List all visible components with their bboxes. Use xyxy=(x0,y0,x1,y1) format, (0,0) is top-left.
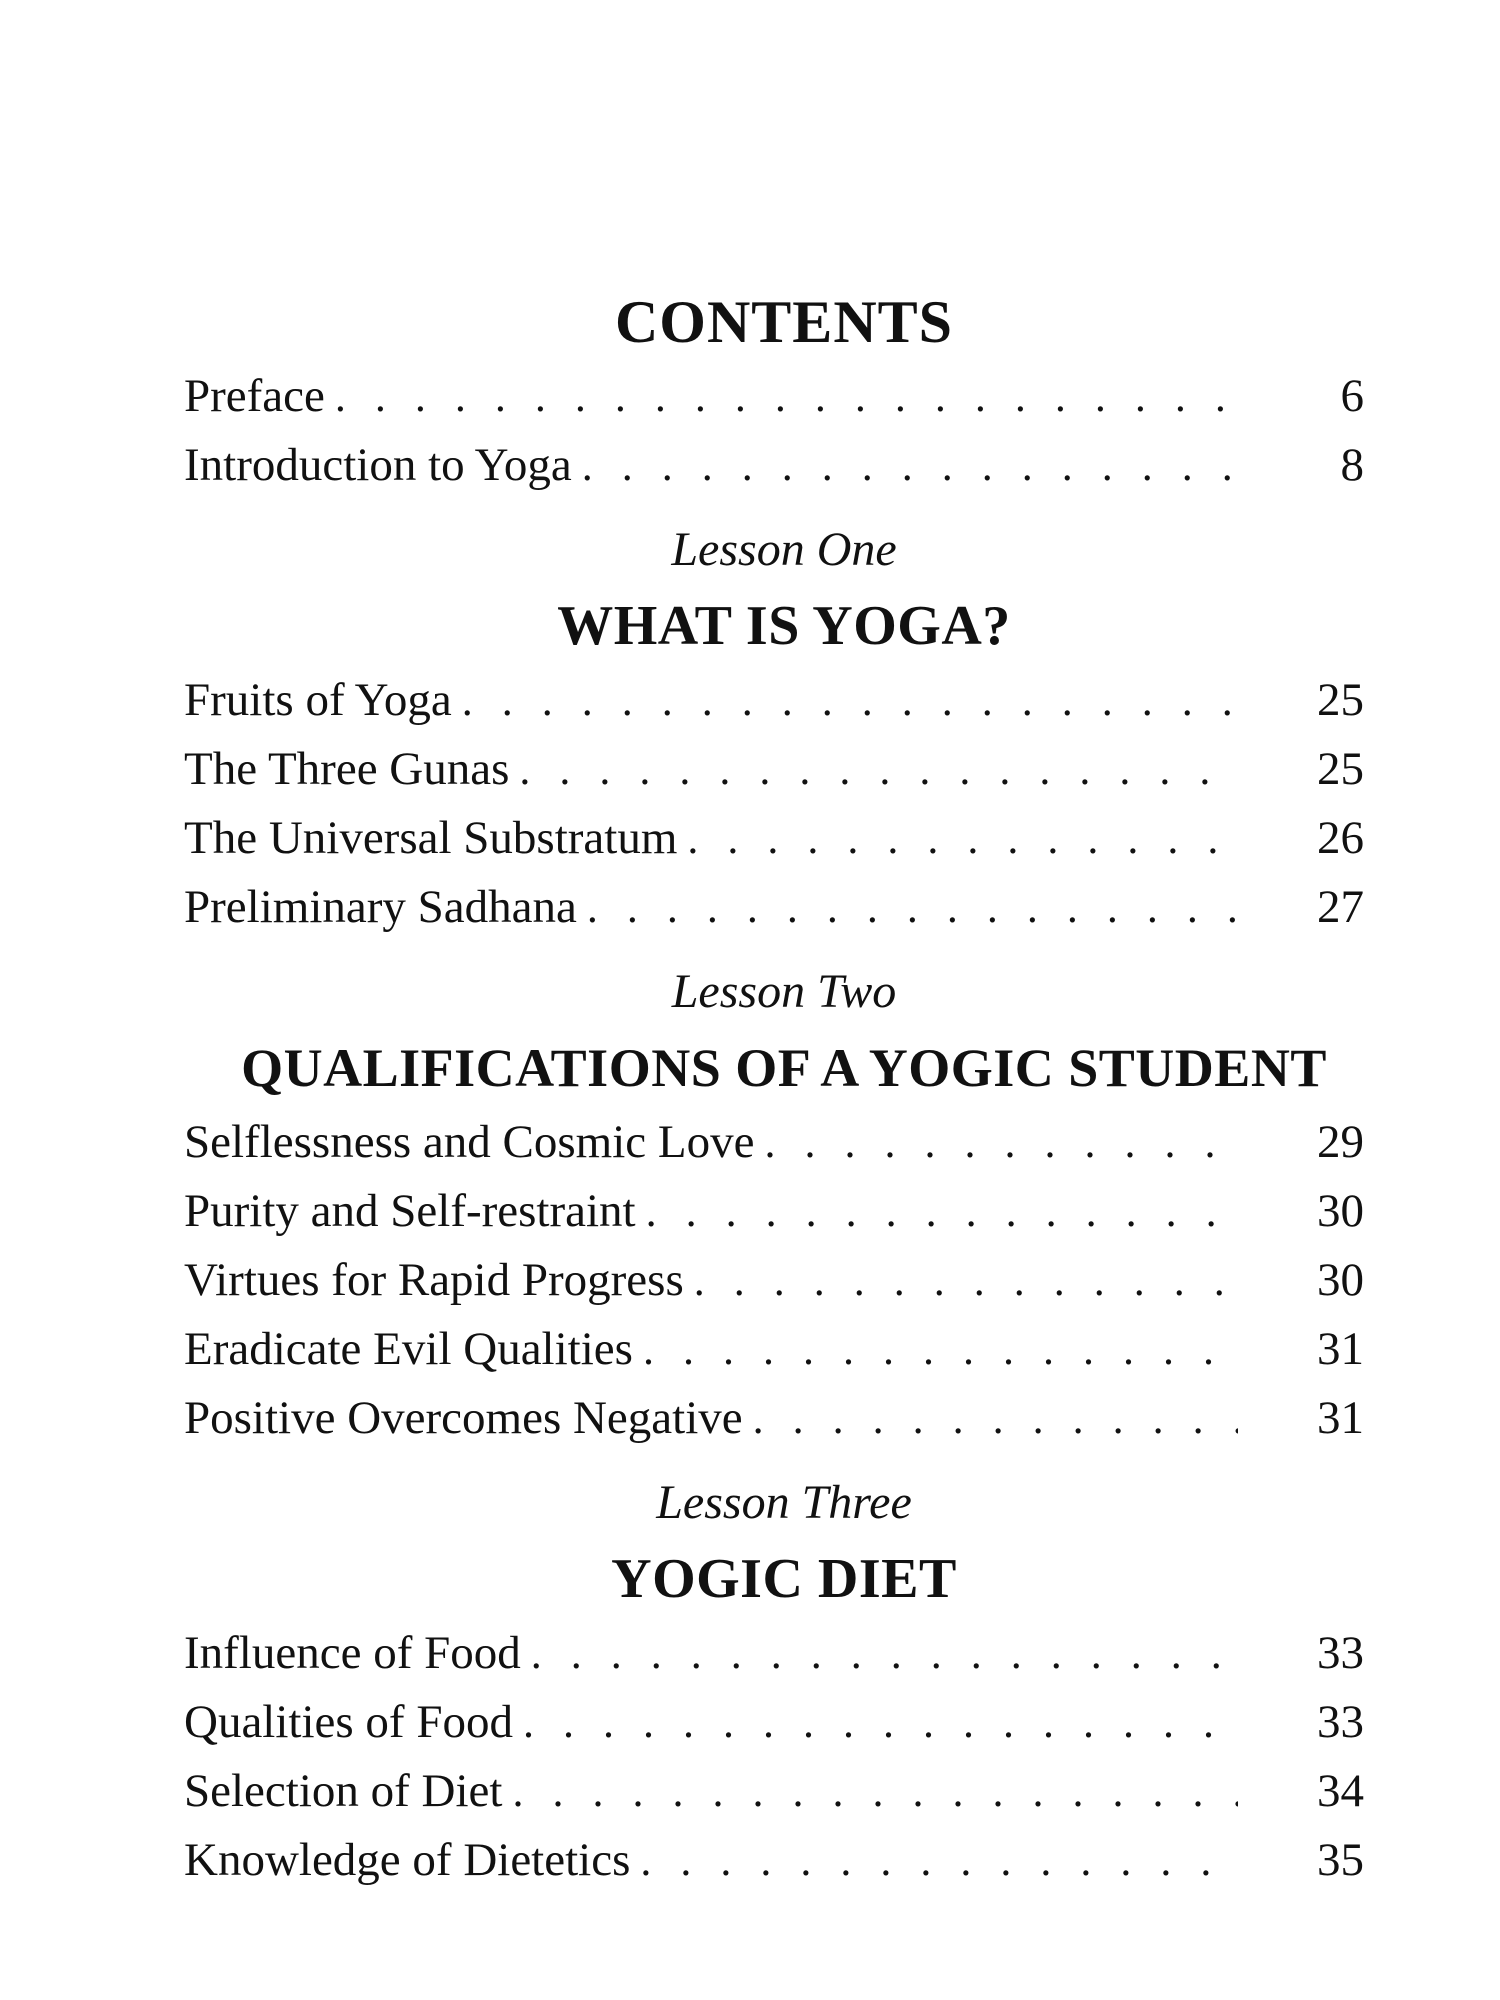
toc-entry xyxy=(184,1688,1364,1757)
lesson-title: YOGIC DIET xyxy=(611,1548,957,1610)
toc-entry-page: 33 xyxy=(1317,1627,1364,1679)
dot-leader xyxy=(764,1108,1238,1177)
dot-leader xyxy=(694,1246,1238,1315)
toc-entry xyxy=(184,1757,1364,1826)
dot-leader xyxy=(462,666,1238,735)
lesson-label: Lesson One xyxy=(671,523,897,576)
toc-entry xyxy=(184,362,1364,431)
lesson-label: Lesson Two xyxy=(671,965,897,1018)
toc-entry xyxy=(184,804,1364,873)
toc-entry-page: 25 xyxy=(1317,674,1364,726)
toc-entry-label: Fruits of Yoga xyxy=(184,674,452,726)
toc-entry-label: Preliminary Sadhana xyxy=(184,881,577,933)
dot-leader xyxy=(523,1688,1238,1757)
toc-entry xyxy=(184,1108,1364,1177)
toc-entry-label: Knowledge of Dietetics xyxy=(184,1834,631,1886)
toc-entry-page: 30 xyxy=(1317,1185,1364,1237)
lesson-label: Lesson Three xyxy=(656,1476,912,1529)
toc-entry-label: Purity and Self-restraint xyxy=(184,1185,636,1237)
toc-entry-label: Preface xyxy=(184,370,325,422)
toc-entry xyxy=(184,1619,1364,1688)
toc-entry-page: 34 xyxy=(1317,1765,1364,1817)
dot-leader xyxy=(753,1384,1238,1453)
toc-entry-page: 33 xyxy=(1317,1696,1364,1748)
contents-page xyxy=(184,282,1364,1895)
toc-entry-label: Selection of Diet xyxy=(184,1765,503,1817)
toc-entry xyxy=(184,1826,1364,1895)
toc-entry xyxy=(184,1315,1364,1384)
toc-entry-label: Qualities of Food xyxy=(184,1696,513,1748)
toc-entry-page: 27 xyxy=(1317,881,1364,933)
toc-entry-page: 25 xyxy=(1317,743,1364,795)
toc-entry-label: Influence of Food xyxy=(184,1627,521,1679)
toc-entry xyxy=(184,1177,1364,1246)
dot-leader xyxy=(687,804,1238,873)
dot-leader xyxy=(582,431,1238,500)
toc-entry-page: 31 xyxy=(1317,1323,1364,1375)
toc-entry xyxy=(184,666,1364,735)
toc-entry-page: 26 xyxy=(1317,812,1364,864)
lesson-entry-list xyxy=(184,666,1364,942)
lesson-entry-list xyxy=(184,1108,1364,1453)
dot-leader xyxy=(587,873,1238,942)
dot-leader xyxy=(335,362,1238,431)
dot-leader xyxy=(640,1826,1238,1895)
dot-leader xyxy=(643,1315,1238,1384)
toc-entry-label: Introduction to Yoga xyxy=(184,439,572,491)
toc-entry xyxy=(184,1384,1364,1453)
toc-entry-label: Eradicate Evil Qualities xyxy=(184,1323,633,1375)
toc-entry-page: 29 xyxy=(1317,1116,1364,1168)
toc-entry-page: 30 xyxy=(1317,1254,1364,1306)
toc-entry-label: The Universal Substratum xyxy=(184,812,678,864)
dot-leader xyxy=(512,1757,1238,1826)
toc-entry xyxy=(184,735,1364,804)
toc-entry xyxy=(184,1246,1364,1315)
contents-title: CONTENTS xyxy=(614,289,954,355)
toc-entry-page: 6 xyxy=(1340,370,1364,422)
toc-entry-label: The Three Gunas xyxy=(184,743,510,795)
toc-entry-label: Positive Overcomes Negative xyxy=(184,1392,743,1444)
front-matter-list xyxy=(184,362,1364,500)
lesson-title: QUALIFICATIONS OF A YOGIC STUDENT xyxy=(241,1038,1327,1098)
lesson-entry-list xyxy=(184,1619,1364,1895)
toc-entry-page: 31 xyxy=(1317,1392,1364,1444)
toc-entry-label: Selflessness and Cosmic Love xyxy=(184,1116,755,1168)
toc-entry-page: 8 xyxy=(1340,439,1364,491)
dot-leader xyxy=(531,1619,1238,1688)
toc-entry-label: Virtues for Rapid Progress xyxy=(184,1254,684,1306)
toc-entry xyxy=(184,431,1364,500)
lesson-title: WHAT IS YOGA? xyxy=(557,595,1011,657)
toc-entry xyxy=(184,873,1364,942)
dot-leader xyxy=(646,1177,1238,1246)
dot-leader xyxy=(519,735,1238,804)
toc-entry-page: 35 xyxy=(1317,1834,1364,1886)
